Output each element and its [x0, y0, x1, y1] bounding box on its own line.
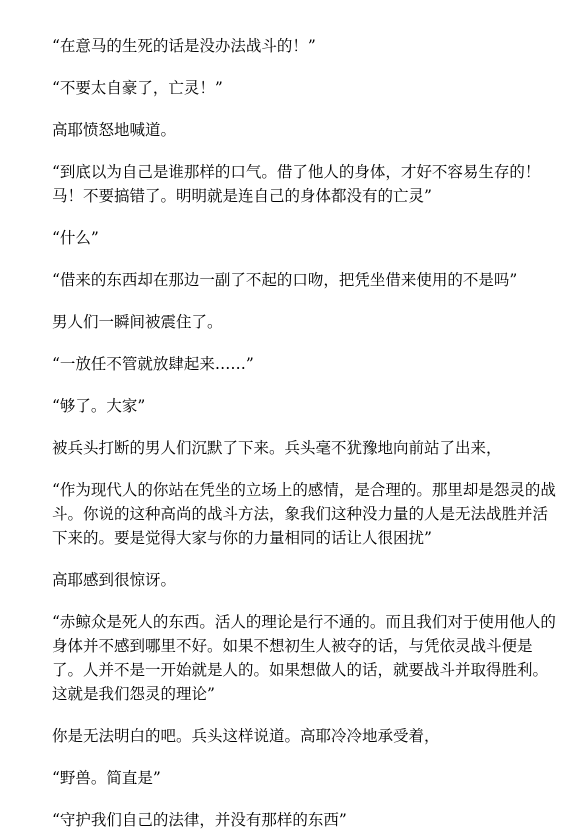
paragraph: 男人们一瞬间被震住了。 [52, 313, 223, 331]
paragraph: “守护我们自己的法律，并没有那样的东西” [52, 811, 347, 829]
paragraph: “野兽。简直是” [52, 769, 161, 787]
paragraph: “什么” [52, 229, 99, 247]
paragraph: “够了。大家” [52, 397, 146, 415]
paragraph: 高耶愤怒地喊道。 [52, 121, 177, 139]
paragraph: “在意马的生死的话是没办法战斗的！” [52, 37, 316, 55]
paragraph: 你是无法明白的吧。兵头这样说道。高耶冷冷地承受着， [52, 727, 440, 745]
paragraph: “作为现代人的你站在凭坐的立场上的感情，是合理的。那里却是怨灵的战斗。你说的这种高尚的战斗方法，象我们这种没力量的人是无法战胜并活下来的。要是觉得大家与你的力量相同的话让人很困扰” [52, 481, 556, 547]
paragraph: 高耶感到很惊讶。 [52, 571, 177, 589]
paragraph: “一放任不管就放肆起来……” [52, 355, 254, 373]
paragraph: “不要太自豪了，亡灵！” [52, 79, 223, 97]
paragraph: “赤鲸众是死人的东西。活人的理论是行不通的。而且我们对于使用他人的身体并不感到哪里不好。如果不想初生人被夺的话，与凭依灵战斗便是了。人并不是一开始就是人的。如果想做人的话，就要战斗并取得胜利。这就是我们怨灵的理论” [52, 613, 556, 703]
paragraph: “到底以为自己是谁那样的口气。借了他人的身体，才好不容易生存的！马！不要搞错了。明明就是连自己的身体都没有的亡灵” [52, 163, 541, 205]
paragraph: “借来的东西却在那边一副了不起的口吻，把凭坐借来使用的不是吗” [52, 271, 518, 289]
paragraph: 被兵头打断的男人们沉默了下来。兵头毫不犹豫地向前站了出来， [52, 439, 502, 457]
